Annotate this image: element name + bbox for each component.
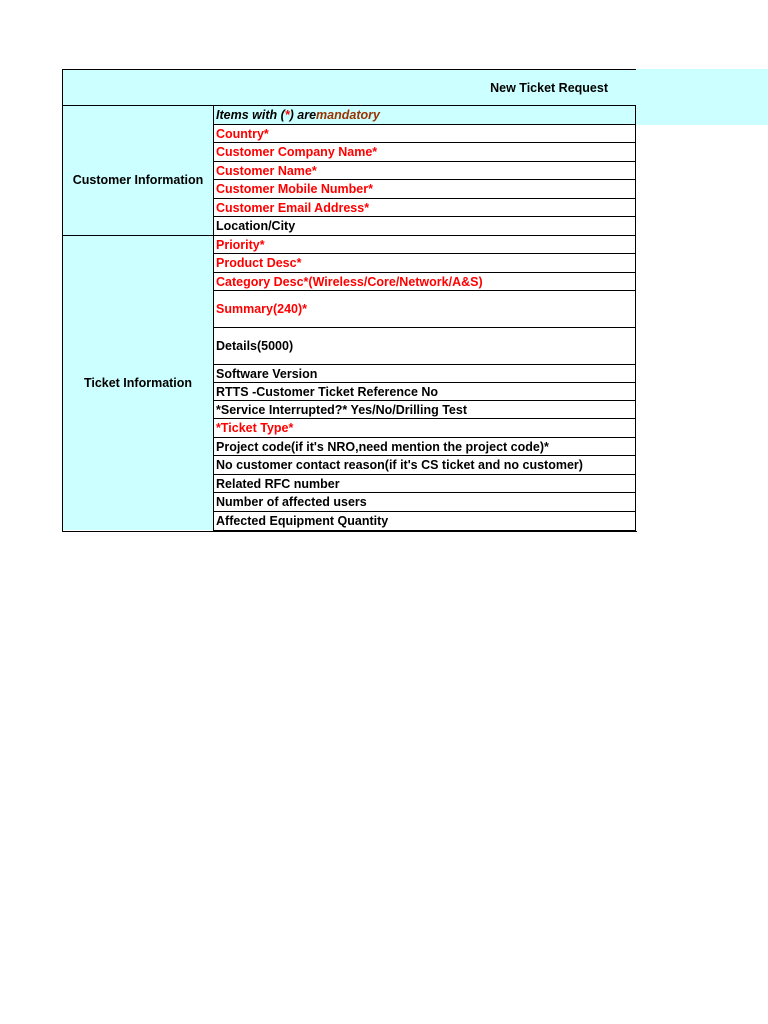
field-priority[interactable]: Priority* <box>214 236 636 254</box>
field-customer-name[interactable]: Customer Name* <box>214 162 636 180</box>
form-title: New Ticket Request <box>490 81 608 95</box>
note-middle: ) are <box>289 108 317 122</box>
field-related-rfc[interactable]: Related RFC number <box>214 475 636 493</box>
note-prefix: Items with ( <box>216 108 285 122</box>
title-row <box>62 69 636 106</box>
section-ticket-information: Ticket Information <box>63 236 213 530</box>
field-summary[interactable]: Summary(240)* <box>214 291 636 328</box>
field-location-city[interactable]: Location/City <box>214 217 636 236</box>
field-ticket-type[interactable]: *Ticket Type* <box>214 419 636 438</box>
field-software-version[interactable]: Software Version <box>214 365 636 383</box>
field-product-desc[interactable]: Product Desc* <box>214 254 636 273</box>
field-category-desc[interactable]: Category Desc*(Wireless/Core/Network/A&S) <box>214 273 636 291</box>
note-mandatory: mandatory <box>316 108 380 122</box>
field-country[interactable]: Country* <box>214 125 636 143</box>
field-rtts-reference[interactable]: RTTS -Customer Ticket Reference No <box>214 383 636 401</box>
field-details[interactable]: Details(5000) <box>214 328 636 365</box>
field-customer-email-address[interactable]: Customer Email Address* <box>214 199 636 217</box>
mandatory-note <box>214 106 636 125</box>
field-affected-equipment-quantity[interactable]: Affected Equipment Quantity <box>214 512 636 531</box>
field-project-code[interactable]: Project code(if it's NRO,need mention the project code)* <box>214 438 636 456</box>
field-customer-mobile-number[interactable]: Customer Mobile Number* <box>214 180 636 199</box>
section-customer-information: Customer Information <box>63 125 213 236</box>
field-affected-users[interactable]: Number of affected users <box>214 493 636 512</box>
field-customer-company-name[interactable]: Customer Company Name* <box>214 143 636 162</box>
field-service-interrupted[interactable]: *Service Interrupted?* Yes/No/Drilling Test <box>214 401 636 419</box>
note-asterisk: * <box>284 108 290 122</box>
field-no-contact-reason[interactable]: No customer contact reason(if it's CS ticket and no customer) <box>214 456 636 475</box>
